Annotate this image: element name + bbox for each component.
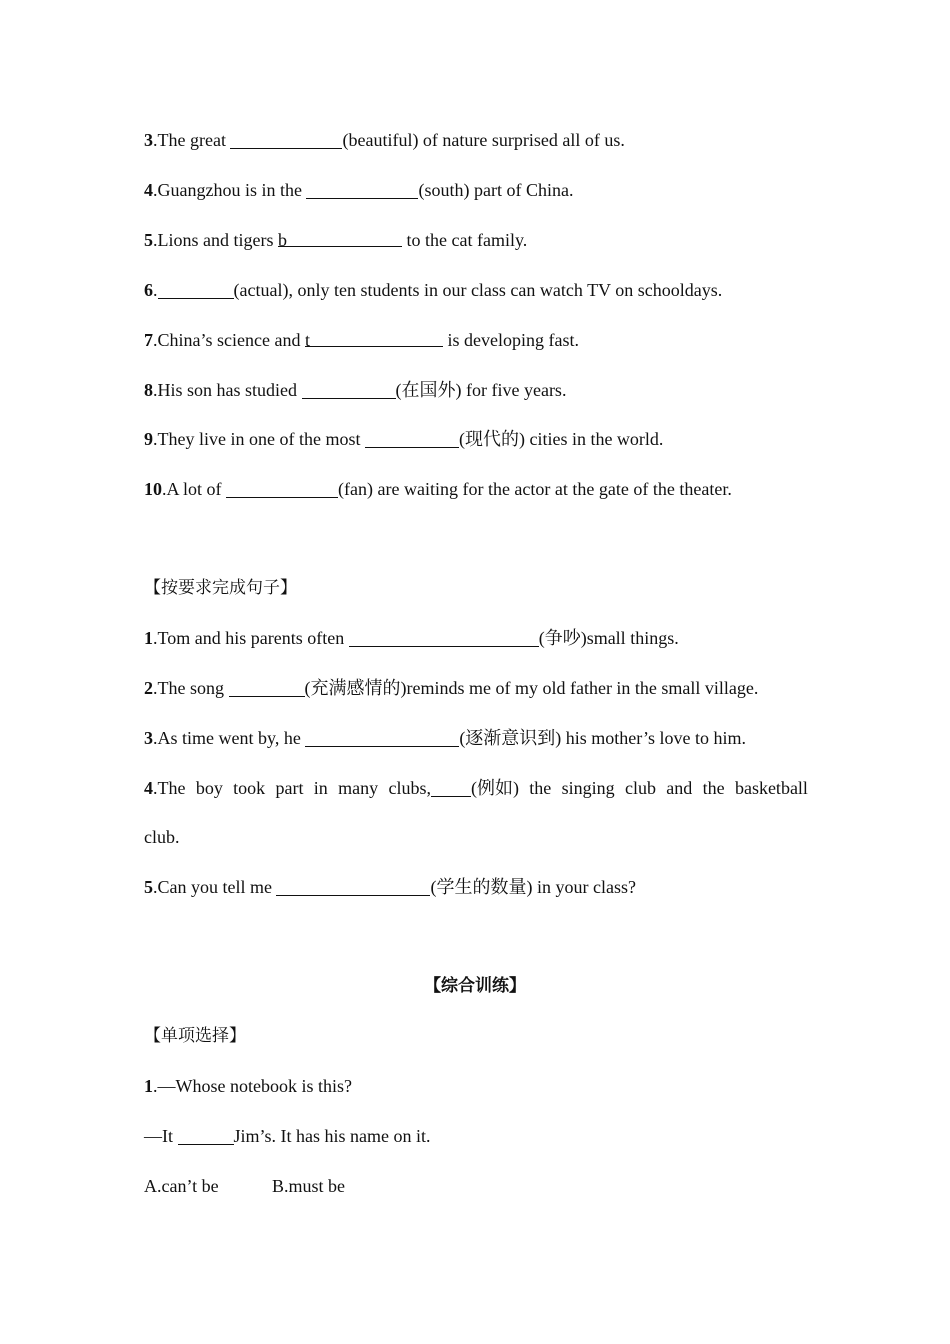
question-text: (fan) are waiting for the actor at the gate of the theater. <box>338 479 732 499</box>
question-word: singing <box>561 778 615 798</box>
question-line <box>144 476 808 502</box>
question-number: 1 <box>144 1076 153 1096</box>
question-number: 5 <box>144 230 153 250</box>
question-line <box>144 725 808 751</box>
question-line <box>144 775 808 801</box>
answer-blank[interactable] <box>365 428 459 448</box>
question-continuation: club. <box>144 827 180 847</box>
answer-blank[interactable] <box>277 227 402 250</box>
hint-letter: b <box>277 230 287 250</box>
question-text: .Can you tell me <box>153 877 277 897</box>
question-word: part <box>275 778 304 798</box>
question-number: 1 <box>144 628 153 648</box>
question-text: (actual), only ten students in our class can watch TV on schooldays. <box>233 280 723 300</box>
question-text: .—Whose notebook is this? <box>153 1076 352 1096</box>
answer-line <box>144 1123 808 1149</box>
answer-blank[interactable] <box>229 677 305 697</box>
question-number: 7 <box>144 330 153 350</box>
question-number: 3 <box>144 728 153 748</box>
question-word: (例如) <box>470 778 519 798</box>
question-line <box>144 874 808 900</box>
question-line <box>144 227 808 253</box>
question-text: .The song <box>153 678 229 698</box>
question-text: (学生的数量) in your class? <box>430 877 636 897</box>
question-word: many <box>338 778 379 798</box>
answer-text: —It <box>144 1126 178 1146</box>
question-text: .China’s science and <box>153 330 305 350</box>
question-number: 5 <box>144 877 153 897</box>
question-text: .Lions and tigers <box>153 230 278 250</box>
answer-blank[interactable] <box>178 1125 234 1145</box>
question-word: basketball <box>734 778 808 798</box>
answer-blank[interactable] <box>158 279 234 299</box>
question-text: .Tom and his parents often <box>153 628 349 648</box>
question-word-group <box>144 775 185 801</box>
question-text: (争吵)small things. <box>538 628 679 648</box>
answer-blank[interactable] <box>431 777 471 797</box>
question-line <box>144 327 808 353</box>
question-word: .The <box>153 778 186 798</box>
answer-blank[interactable] <box>305 727 459 747</box>
question-number: 10 <box>144 479 162 499</box>
question-number: 2 <box>144 678 153 698</box>
question-text: (south) part of China. <box>418 180 574 200</box>
answer-blank[interactable] <box>230 129 342 149</box>
question-number: 4 <box>144 778 153 798</box>
answer-blank[interactable] <box>226 478 338 498</box>
question-line <box>144 377 808 403</box>
question-text: .His son has studied <box>153 380 302 400</box>
hint-letter: t <box>304 330 310 350</box>
question-text: .Guangzhou is in the <box>153 180 307 200</box>
question-text: (在国外) for five years. <box>395 380 567 400</box>
question-text: .They live in one of the most <box>153 429 365 449</box>
question-line <box>144 277 808 303</box>
question-word: took <box>233 778 266 798</box>
question-line <box>144 1073 808 1099</box>
answer-blank[interactable] <box>276 876 430 896</box>
answer-blank[interactable] <box>349 627 539 647</box>
question-number: 3 <box>144 130 153 150</box>
question-number: 4 <box>144 180 153 200</box>
question-text: (逐渐意识到) his mother’s love to him. <box>459 728 746 748</box>
question-word: in <box>313 778 328 798</box>
question-number: 8 <box>144 380 153 400</box>
question-word: the <box>702 778 725 798</box>
question-text: .A lot of <box>162 479 227 499</box>
question-line <box>144 675 808 701</box>
question-line <box>144 177 808 203</box>
question-word: the <box>529 778 552 798</box>
question-text: (现代的) cities in the world. <box>458 429 664 449</box>
option-a[interactable]: A.can’t be <box>144 1176 219 1196</box>
question-word: clubs, <box>388 778 431 798</box>
question-line <box>144 625 808 651</box>
question-word: boy <box>195 778 223 798</box>
question-text: .As time went by, he <box>153 728 306 748</box>
answer-blank[interactable] <box>304 327 443 350</box>
options-line <box>144 1173 808 1199</box>
section-heading: 【单项选择】 <box>144 1026 246 1046</box>
question-word: club <box>624 778 656 798</box>
question-text: (beautiful) of nature surprised all of us. <box>342 130 625 150</box>
question-number: 9 <box>144 429 153 449</box>
answer-text: Jim’s. It has his name on it. <box>233 1126 431 1146</box>
question-text: .The great <box>153 130 231 150</box>
question-number: 6 <box>144 280 153 300</box>
question-text: is developing fast. <box>442 330 579 350</box>
answer-blank[interactable] <box>306 179 418 199</box>
question-word: and <box>666 778 693 798</box>
question-text: (充满感情的)reminds me of my old father in the small village. <box>304 678 759 698</box>
section-title: 【综合训练】 <box>424 976 526 996</box>
option-b[interactable]: B.must be <box>272 1176 346 1196</box>
question-text: . <box>153 280 158 300</box>
question-line <box>144 127 808 153</box>
section-heading: 【按要求完成句子】 <box>144 578 297 598</box>
question-word-group <box>388 775 519 801</box>
answer-blank[interactable] <box>302 379 396 399</box>
question-text: to the cat family. <box>401 230 528 250</box>
question-line <box>144 426 808 452</box>
